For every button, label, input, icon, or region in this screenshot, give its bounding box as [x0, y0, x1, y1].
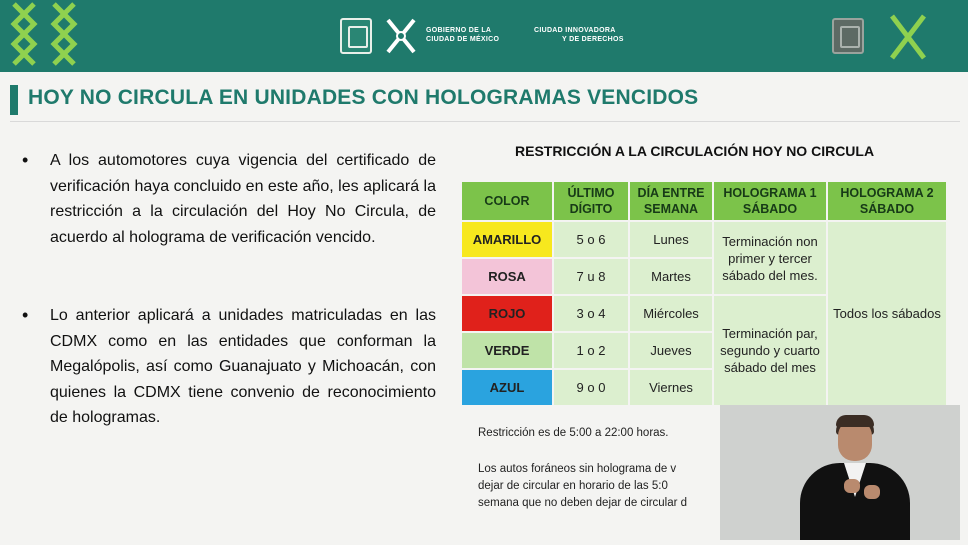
decorative-pattern-icon — [8, 0, 90, 72]
table-row — [461, 221, 947, 258]
table-title: RESTRICCIÓN A LA CIRCULACIÓN HOY NO CIRCULA — [515, 143, 875, 159]
note-line: dejar de circular en horario de las 5:0 — [478, 480, 668, 492]
secondary-x-logo-icon — [888, 12, 928, 62]
digit-cell: 3 o 4 — [553, 295, 629, 332]
day-cell: Viernes — [629, 369, 713, 406]
slogan-line1: CIUDAD INNOVADORA — [534, 27, 616, 34]
day-cell: Jueves — [629, 332, 713, 369]
bullet-item — [22, 148, 436, 250]
day-cell: Miércoles — [629, 295, 713, 332]
bullet-dot-icon: • — [22, 305, 29, 325]
col-header: HOLOGRAMA 2 SÁBADO — [827, 181, 947, 221]
color-cell: ROSA — [461, 258, 553, 295]
sign-language-interpreter-video — [720, 405, 960, 540]
note-line: Los autos foráneos sin holograma de v — [478, 463, 677, 475]
digit-cell: 5 o 6 — [553, 221, 629, 258]
col-header: DÍA ENTRE SEMANA — [629, 181, 713, 221]
holo1-odd-cell: Terminación non primer y tercer sábado del mes. — [713, 221, 827, 295]
cdmx-crest-icon — [340, 18, 372, 54]
color-cell: AMARILLO — [461, 221, 553, 258]
digit-cell: 7 u 8 — [553, 258, 629, 295]
restriction-table — [460, 180, 948, 407]
day-cell: Martes — [629, 258, 713, 295]
holo2-cell: Todos los sábados — [827, 221, 947, 406]
digit-cell: 1 o 2 — [553, 332, 629, 369]
schedule-note: Restricción es de 5:00 a 22:00 horas. — [478, 427, 669, 439]
col-header: ÚLTIMO DÍGITO — [553, 181, 629, 221]
title-divider — [10, 121, 960, 122]
table-header-row — [461, 181, 947, 221]
day-cell: Lunes — [629, 221, 713, 258]
color-cell: AZUL — [461, 369, 553, 406]
secondary-crest-icon — [832, 18, 864, 54]
note-line: semana que no deben dejar de circular d — [478, 497, 688, 509]
org-name-line2: CIUDAD DE MÉXICO — [426, 36, 500, 43]
foreign-cars-note — [478, 461, 723, 512]
color-cell: VERDE — [461, 332, 553, 369]
bullet-item — [22, 303, 436, 431]
holo1-even-cell: Terminación par, segundo y cuarto sábado del mes — [713, 295, 827, 406]
cdmx-x-logo-icon — [384, 16, 418, 56]
digit-cell: 9 o 0 — [553, 369, 629, 406]
bullet-dot-icon: • — [22, 150, 29, 170]
header-banner — [0, 0, 968, 72]
bullet-text: A los automotores cuya vigencia del certificado de verificación haya concluido en este año, les aplicará la restricción a la circulación del Hoy No Circula, de acuerdo al holograma de verificación vencido. — [50, 152, 437, 246]
col-header: HOLOGRAMA 1 SÁBADO — [713, 181, 827, 221]
title-accent-bar — [10, 85, 18, 115]
color-cell: ROJO — [461, 295, 553, 332]
slide-title: HOY NO CIRCULA EN UNIDADES CON HOLOGRAMAS VENCIDOS — [28, 86, 699, 109]
slogan-line2: Y DE DERECHOS — [562, 36, 624, 43]
bullet-text: Lo anterior aplicará a unidades matriculadas en las CDMX como en las entidades que conforman la Megalópolis, así como Guanajuato y Michoacán, con quienes la CDMX tiene convenio de reconocimiento de hologramas. — [50, 307, 436, 426]
col-header: COLOR — [461, 181, 553, 221]
org-name-line1: GOBIERNO DE LA — [426, 27, 492, 34]
